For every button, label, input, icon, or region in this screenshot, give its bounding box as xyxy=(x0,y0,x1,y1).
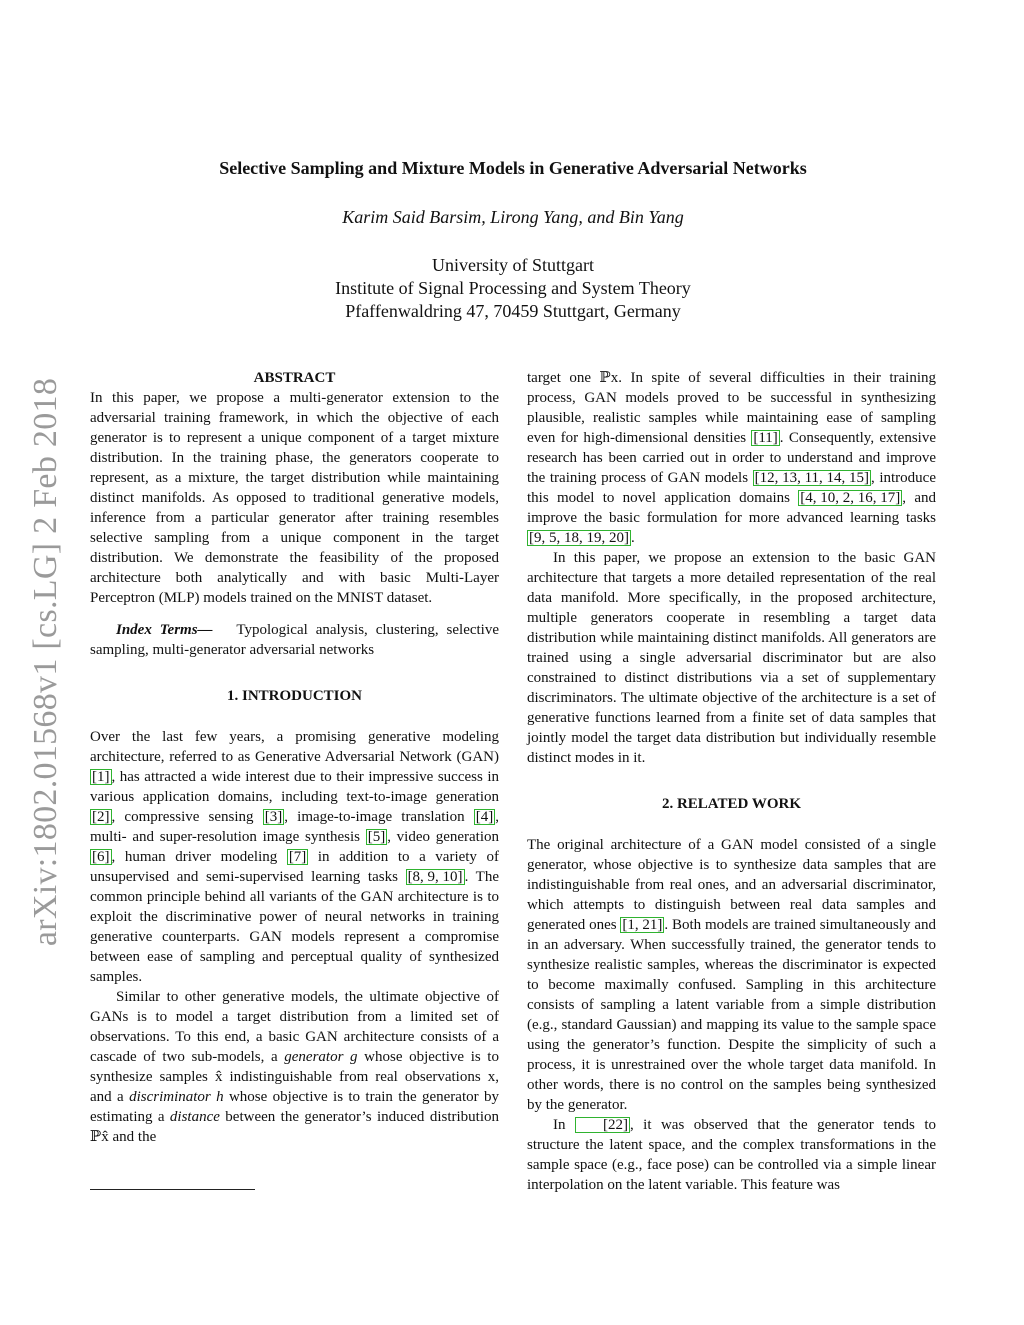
text-run: whose objective is to synthesize samples x̂ indistinguishable from real observations x, and a xyxy=(90,1049,499,1105)
affiliation-line: Institute of Signal Processing and System Theory xyxy=(335,278,691,298)
index-terms xyxy=(90,620,499,660)
text-run: , has attracted a wide interest due to their impressive success in various application domains, including text-to-image generation xyxy=(90,769,499,805)
text-run: . Both models are trained simultaneously and in an adversary. When successfully trained, the generator tends to synthesize realistic samples, whereas the discriminator is expected to become maximally confused. Sampling in this architecture consists of sampling a latent variable from a simple distribution (e.g., standard Gaussian) and mapping its value to the sample space using the generator’s function. Despite the simplicity of such a process, it is unrestrained over the whole target data manifold. In other words, there is no control on the samples being synthesized by the generator. xyxy=(527,917,936,1113)
text-run: generator g xyxy=(284,1049,358,1065)
index-terms-text: Typological analysis, clustering, selective sampling, multi-generator adversarial networks xyxy=(90,622,500,658)
citation-link[interactable]: [4] xyxy=(475,809,494,825)
index-terms-label: Index Terms— xyxy=(116,622,213,638)
arxiv-identifier xyxy=(18,365,74,959)
affiliation xyxy=(90,254,936,323)
related-paragraph xyxy=(527,1115,936,1195)
text-run: discriminator h xyxy=(129,1089,224,1105)
text-run: . The common principle behind all variants of the GAN architecture is to exploit the discriminative power of neural networks in training generative counterparts. GAN models represent a compromise between ease of sampling and perceptual quality of synthesized samples. xyxy=(90,869,499,985)
citation-link[interactable]: [5] xyxy=(367,829,386,845)
footnote-rule xyxy=(90,1189,255,1190)
text-run: Over the last few years, a promising generative modeling architecture, referred to as Generative Adversarial Network (GAN) xyxy=(90,729,499,765)
text-run: , human driver modeling xyxy=(111,849,287,865)
citation-link[interactable]: [6] xyxy=(92,849,110,865)
citation-link[interactable]: [9, 5, 18, 19, 20] xyxy=(529,530,629,546)
affiliation-line: Pfaffenwaldring 47, 70459 Stuttgart, Germany xyxy=(345,301,681,321)
citation-link[interactable]: [1] xyxy=(92,769,110,785)
text-run: Similar to other generative models, the ultimate objective of GANs is to model a target distribution from a limited set of observations. To this end, a basic GAN architecture consists of a cascade of two sub-models, a xyxy=(90,989,499,1065)
citation-link[interactable]: [7] xyxy=(288,849,307,865)
text-run: , introduce this model to novel application domains xyxy=(527,470,936,506)
text-run: The original architecture of a GAN model consisted of a single generator, whose objective is to synthesize data samples that are indistinguishable from real ones, and an adversarial discriminator, which attempts to distinguish between real data samples and generated ones xyxy=(527,837,936,933)
text-run: , multi- and super-resolution image synthesis xyxy=(90,809,500,845)
text-run: between the generator’s induced distribution ℙx̂ and the xyxy=(90,1109,499,1145)
text-run: , image-to-image translation xyxy=(284,809,474,825)
citation-link[interactable]: [4, 10, 2, 16, 17] xyxy=(800,490,901,506)
text-run: . Consequently, extensive research has been carried out in order to understand and improve the training process of GAN models xyxy=(527,430,936,486)
text-run: , video generation xyxy=(387,829,499,845)
section-heading-related-work: 2. RELATED WORK xyxy=(661,796,802,812)
intro-paragraph xyxy=(90,727,499,987)
intro-paragraph: In this paper, we propose an extension to the basic GAN architecture that targets a more detailed representation of the real data manifold. More specifically, in the proposed architecture, multiple generators cooperate in resembling a target data distribution while maintaining distinct manifolds. All generators are trained using a single adversarial discriminator but are also constrained to distinct distributions via a set of supplementary discriminators. The ultimate objective of the architecture is a set of generative functions learned from a finite set of data samples that jointly model the target data distribution but individually resemble distinct modes in it. xyxy=(527,550,936,766)
text-run: , compressive sensing xyxy=(111,809,263,825)
abstract-heading: ABSTRACT xyxy=(253,370,336,386)
text-run: In xyxy=(553,1117,575,1133)
paper-authors: Karim Said Barsim, Lirong Yang, and Bin Yang xyxy=(342,207,684,227)
section-heading-introduction: 1. INTRODUCTION xyxy=(226,688,362,704)
text-run: , and improve the basic formulation for more advanced learning tasks xyxy=(527,490,936,526)
citation-link[interactable]: [11] xyxy=(753,430,778,446)
left-column xyxy=(90,368,499,1147)
text-run: distance xyxy=(169,1109,220,1125)
affiliation-line: University of Stuttgart xyxy=(432,255,594,275)
citation-link[interactable]: [12, 13, 11, 14, 15] xyxy=(754,470,870,486)
paper-title: Selective Sampling and Mixture Models in Generative Adversarial Networks xyxy=(219,158,807,178)
intro-paragraph xyxy=(90,987,499,1147)
text-run: , it was observed that the generator tends to structure the latent space, and the complex transformations in the sample space (e.g., face pose) can be controlled via a simple linear interpolation on the latent variable. This feature was xyxy=(527,1117,937,1193)
text-run: target one ℙx. In spite of several difficulties in their training process, GAN models proved to be successful in synthesizing plausible, realistic samples while maintaining ease of sampling even for high-dimensional densities xyxy=(527,370,936,446)
citation-link[interactable]: [3] xyxy=(264,809,283,825)
citation-link[interactable]: [22] xyxy=(575,1117,630,1133)
citation-link[interactable]: [8, 9, 10] xyxy=(407,869,463,885)
intro-paragraph xyxy=(527,368,936,548)
text-run: . xyxy=(631,530,635,546)
citation-link[interactable]: [1, 21] xyxy=(622,917,663,933)
text-run: in addition to a variety of unsupervised and semi-supervised learning tasks xyxy=(90,849,499,885)
citation-link[interactable]: [2] xyxy=(92,809,110,825)
related-paragraph xyxy=(527,835,936,1115)
right-column xyxy=(527,368,936,1195)
abstract-text: In this paper, we propose a multi-generator extension to the adversarial training framework, in which the objective of each generator is to represent a unique component of a target mixture distribution. In the training phase, the generators cooperate to represent, as a mixture, the target distribution while maintaining distinct manifolds. As opposed to traditional generative models, inference from a particular generator after training resembles selective sampling from a unique component in the target distribution. We demonstrate the feasibility of the proposed architecture both analytically and with basic Multi-Layer Perceptron (MLP) models trained on the MNIST dataset. xyxy=(90,390,499,606)
arxiv-identifier-text: arXiv:1802.01568v1 [cs.LG] 2 Feb 2018 xyxy=(27,377,64,947)
text-run: whose objective is to train the generator by estimating a xyxy=(90,1089,499,1125)
